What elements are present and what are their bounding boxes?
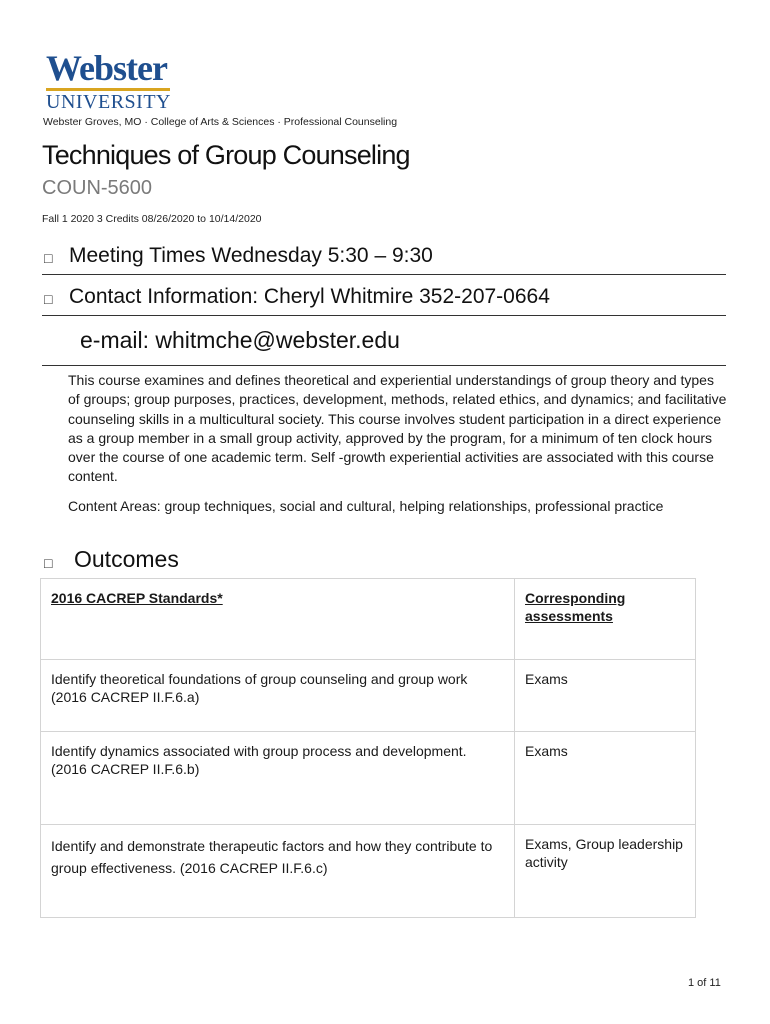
standards-header: 2016 CACREP Standards* — [51, 590, 223, 606]
email-heading — [42, 323, 726, 366]
assessment-cell: Exams, Group leadership activity — [515, 825, 696, 918]
table-row — [41, 732, 696, 825]
content-areas: Content Areas: group techniques, social and cultural, helping relationships, professional practice — [68, 498, 664, 514]
course-meta: Fall 1 2020 3 Credits 08/26/2020 to 10/14/2020 — [42, 213, 262, 225]
logo-wordmark: Webster — [46, 48, 167, 88]
course-code: COUN-5600 — [42, 177, 153, 199]
contact-text: Contact Information: Cheryl Whitmire 352-207-0664 — [69, 285, 550, 308]
page-indicator: 1 of 11 — [688, 977, 721, 989]
assessment-cell: Exams — [515, 660, 696, 732]
table-header-cell — [41, 579, 515, 660]
breadcrumb: Webster Groves, MO · College of Arts & Sciences · Professional Counseling — [43, 116, 398, 128]
table-row — [41, 660, 696, 732]
course-title: Techniques of Group Counseling — [42, 140, 410, 170]
webster-university-logo — [46, 50, 176, 113]
email-text: e-mail: whitmche@webster.edu — [80, 327, 400, 353]
table-header-row — [41, 579, 696, 660]
checkbox-icon: □ — [44, 555, 53, 571]
logo-subtitle: UNIVERSITY — [46, 91, 171, 113]
meeting-times-heading — [42, 240, 726, 275]
checkbox-icon: □ — [44, 250, 53, 266]
table-header-cell — [515, 579, 696, 660]
table-row — [41, 825, 696, 918]
outcomes-text: Outcomes — [74, 546, 179, 572]
assessments-header: Corresponding assessments — [525, 590, 626, 624]
contact-heading — [42, 281, 726, 316]
standard-cell: Identify dynamics associated with group process and development. (2016 CACREP II.F.6.b) — [41, 732, 515, 825]
standard-cell: Identify theoretical foundations of group counseling and group work (2016 CACREP II.F.6.a) — [41, 660, 515, 732]
standard-cell: Identify and demonstrate therapeutic factors and how they contribute to group effectiveness. (2016 CACREP II.F.6.c) — [41, 825, 515, 918]
course-description: This course examines and defines theoretical and experiential understandings of group theory and types of groups; group purposes, practices, development, methods, related ethics, and dynamics; and facilitative counseling skills in a multicultural society. This course involves student participation in a direct experience as a group member in a small group activity, approved by the program, for a minimum of ten clock hours over the course of one academic term. Self -growth experiential activities are associated with this course content. — [68, 372, 727, 485]
outcomes-heading — [42, 546, 342, 576]
meeting-times-text: Meeting Times Wednesday 5:30 – 9:30 — [69, 244, 433, 267]
checkbox-icon: □ — [44, 291, 53, 307]
assessment-cell: Exams — [515, 732, 696, 825]
outcomes-table — [40, 578, 696, 918]
